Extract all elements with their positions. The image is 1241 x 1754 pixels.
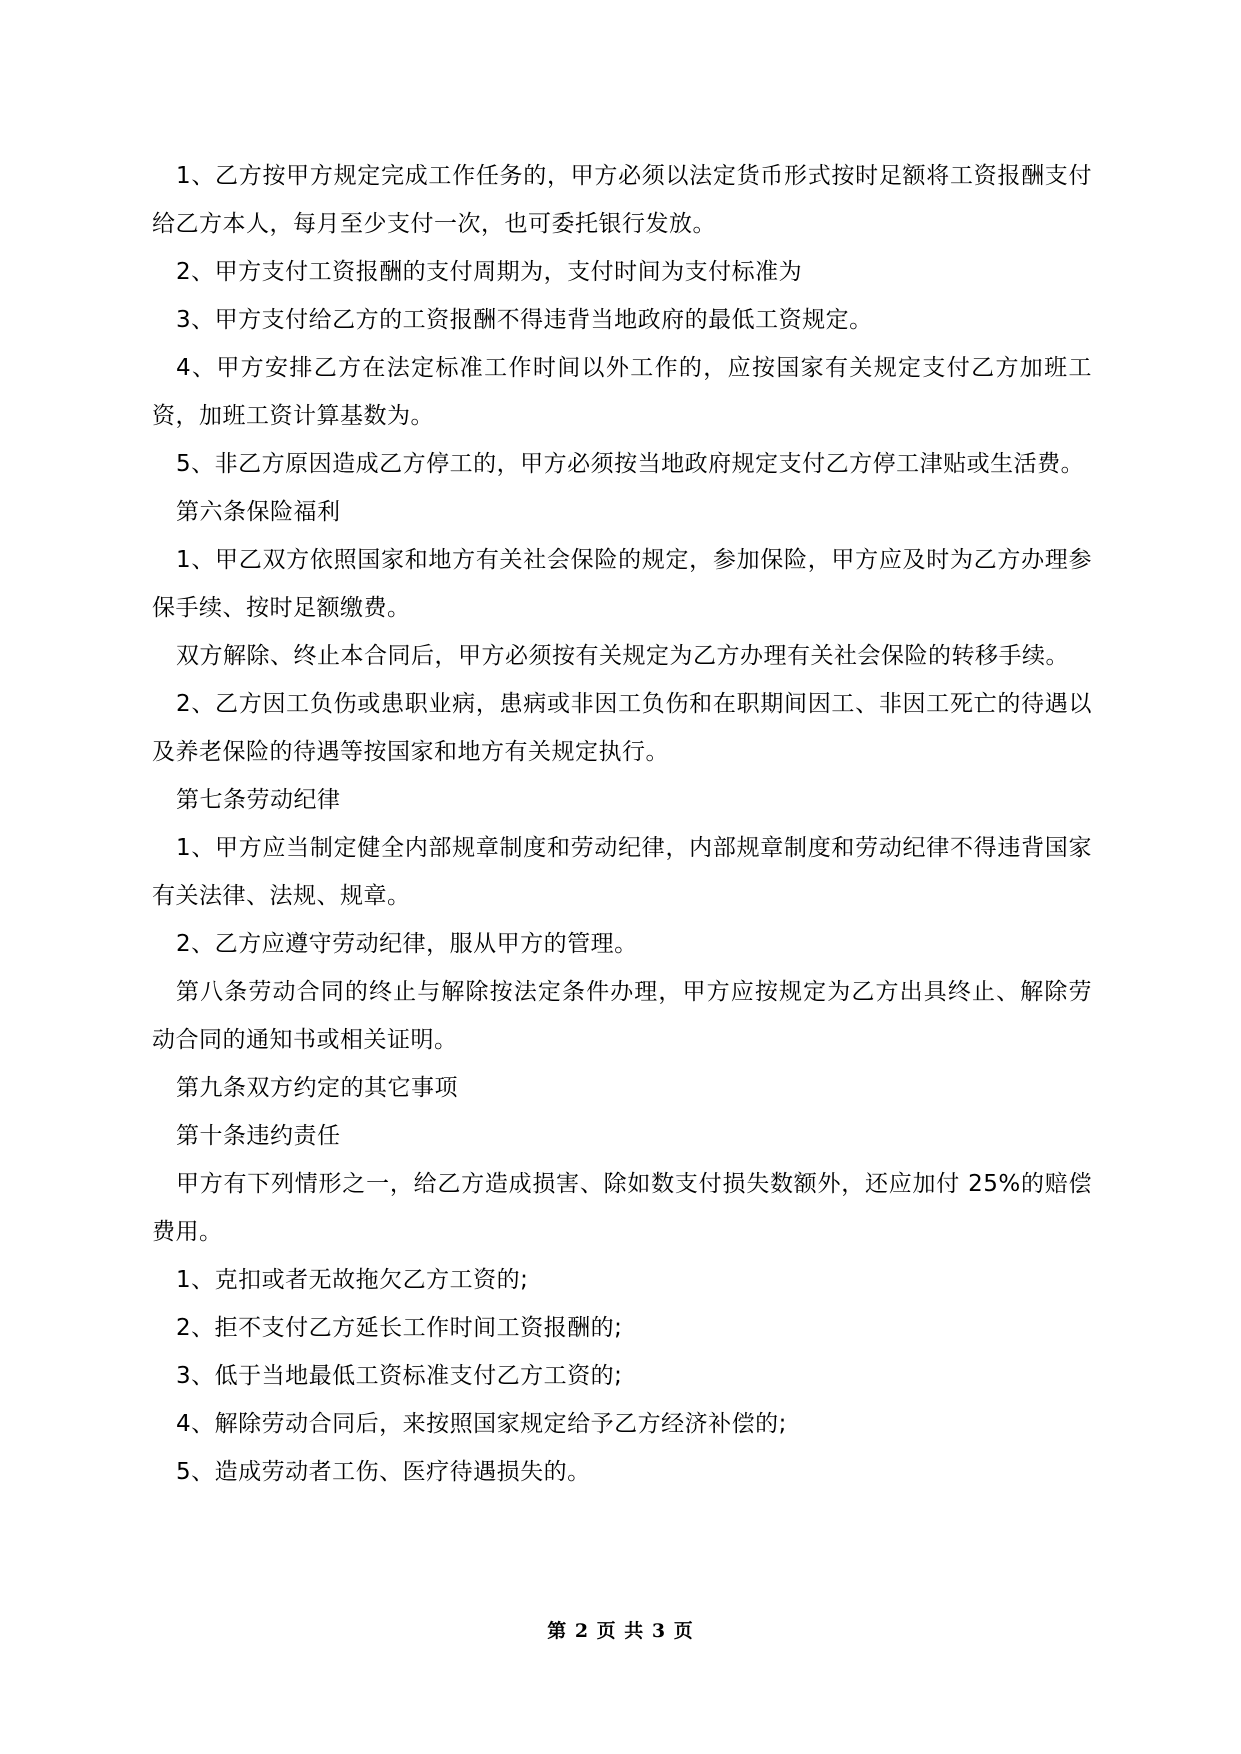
paragraph-overtime-pay: 4、甲方安排乙方在法定标准工作时间以外工作的，应按国家有关规定支付乙方加班工资，加班工资计算基数为。	[152, 355, 1092, 429]
paragraph-work-stoppage: 5、非乙方原因造成乙方停工的，甲方必须按当地政府规定支付乙方停工津贴或生活费。	[176, 451, 1085, 477]
paragraph-obey-discipline: 2、乙方应遵守劳动纪律，服从甲方的管理。	[176, 931, 638, 957]
paragraph-work-injury: 2、乙方因工负伤或患职业病，患病或非因工负伤和在职期间因工、非因工死亡的待遇以及养老保险的待遇等按国家和地方有关规定执行。	[152, 691, 1092, 765]
article-9-heading: 第九条双方约定的其它事项	[176, 1075, 458, 1101]
paragraph-rules-discipline: 1、甲方应当制定健全内部规章制度和劳动纪律，内部规章制度和劳动纪律不得违背国家有关法律、法规、规章。	[152, 835, 1092, 909]
article-8-paragraph: 第八条劳动合同的终止与解除按法定条件办理，甲方应按规定为乙方出具终止、解除劳动合同的通知书或相关证明。	[152, 979, 1092, 1053]
paragraph-minimum-wage: 3、甲方支付给乙方的工资报酬不得违背当地政府的最低工资规定。	[176, 307, 873, 333]
list-item-below-minimum: 3、低于当地最低工资标准支付乙方工资的;	[176, 1363, 623, 1389]
article-7-heading: 第七条劳动纪律	[176, 787, 341, 813]
list-item-overtime-refusal: 2、拒不支付乙方延长工作时间工资报酬的;	[176, 1315, 623, 1341]
paragraph-compensation: 甲方有下列情形之一，给乙方造成损害、除如数支付损失数额外，还应加付 25%的赔偿费用。	[152, 1171, 1092, 1245]
paragraph-pay-cycle: 2、甲方支付工资报酬的支付周期为，支付时间为支付标准为	[176, 259, 803, 285]
paragraph-social-insurance: 1、甲乙双方依照国家和地方有关社会保险的规定，参加保险，甲方应及时为乙方办理参保手续、按时足额缴费。	[152, 547, 1092, 621]
list-item-injury-loss: 5、造成劳动者工伤、医疗待遇损失的。	[176, 1459, 591, 1485]
list-item-withhold-wages: 1、克扣或者无故拖欠乙方工资的;	[176, 1267, 529, 1293]
list-item-no-compensation: 4、解除劳动合同后，来按照国家规定给予乙方经济补偿的;	[176, 1411, 787, 1437]
document-body	[152, 152, 1092, 1496]
article-6-heading: 第六条保险福利	[176, 499, 341, 525]
paragraph-insurance-transfer: 双方解除、终止本合同后，甲方必须按有关规定为乙方办理有关社会保险的转移手续。	[176, 643, 1069, 669]
page-number-footer: 第 2 页 共 3 页	[547, 1620, 694, 1642]
article-10-heading: 第十条违约责任	[176, 1123, 341, 1149]
paragraph-wage-payment: 1、乙方按甲方规定完成工作任务的，甲方必须以法定货币形式按时足额将工资报酬支付给乙方本人，每月至少支付一次，也可委托银行发放。	[152, 163, 1092, 237]
